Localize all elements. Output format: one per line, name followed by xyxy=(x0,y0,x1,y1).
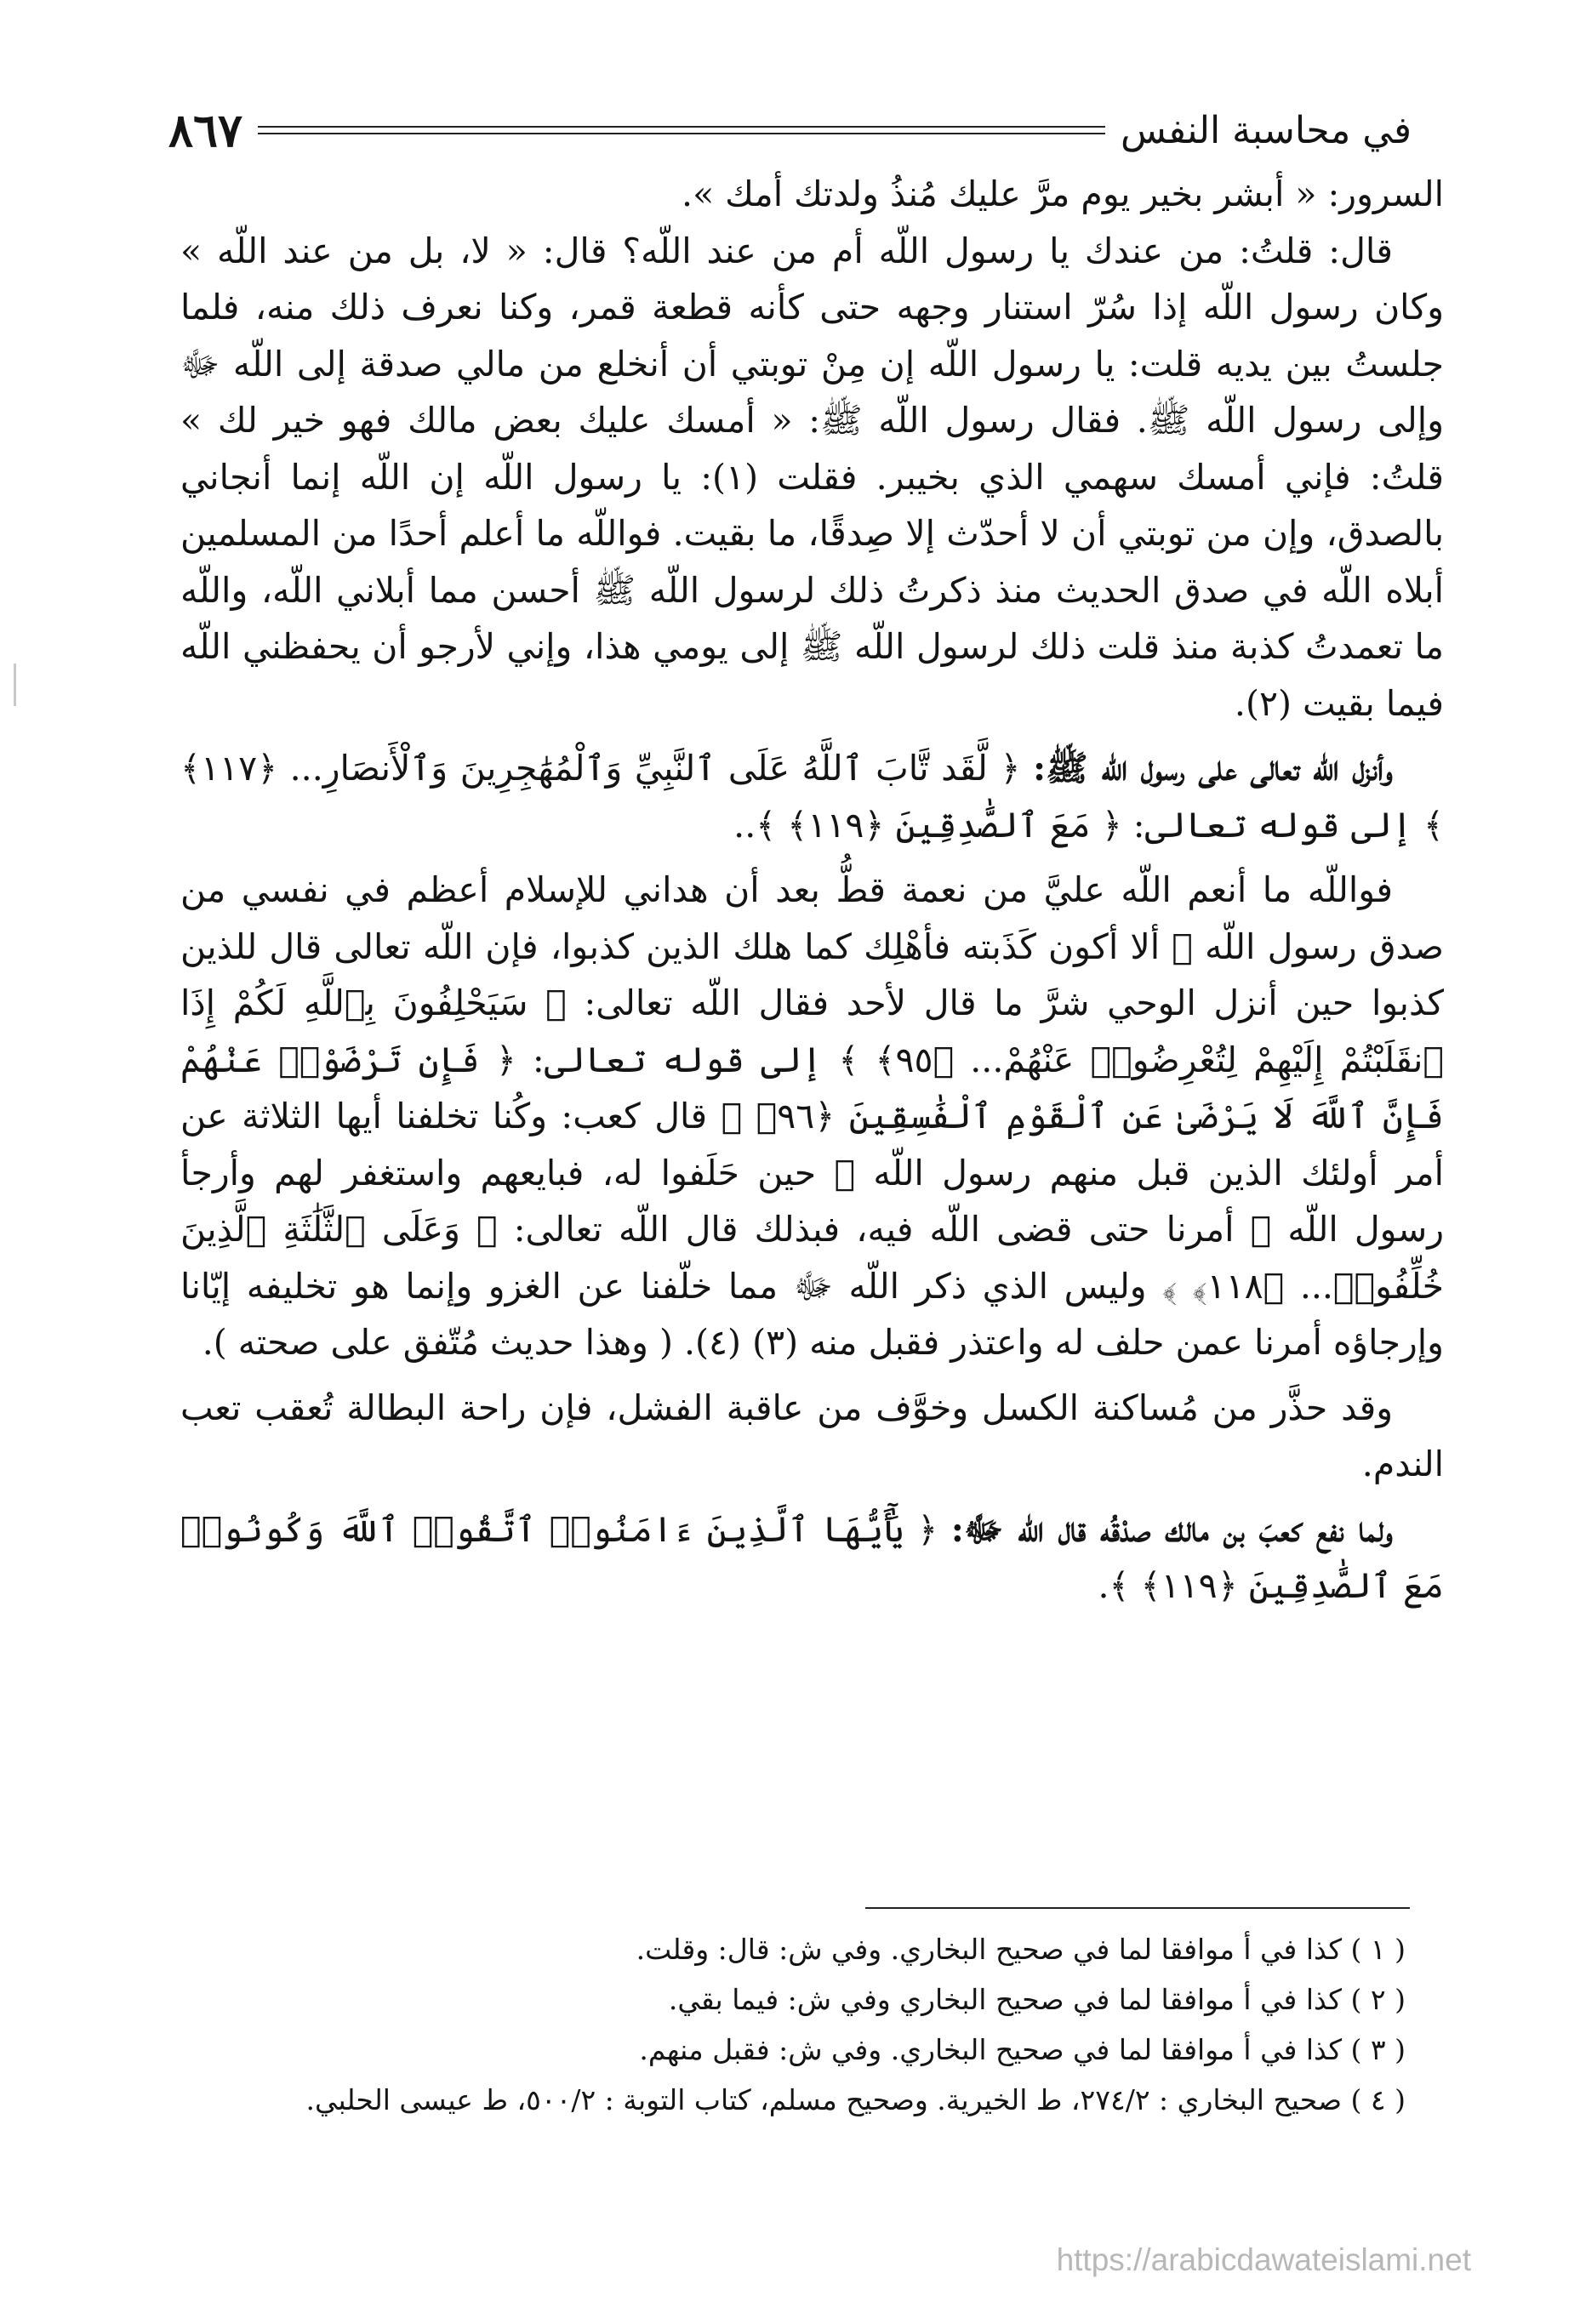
footnotes xyxy=(204,1924,1406,2125)
running-title: في محاسبة النفس xyxy=(1120,108,1412,152)
footnote: ( ٢ ) كذا في أ موافقا لما في صحيح البخاري وفي ش: فيما بقي. xyxy=(668,1983,1406,2016)
page-number: ٨٦٧ xyxy=(168,103,243,157)
footnote-separator xyxy=(865,1907,1410,1909)
header-rule xyxy=(258,126,1105,134)
paragraph-revelation xyxy=(180,740,1444,853)
paragraph-opening: السرور: « أبشر بخير يوم مرَّ عليك مُنذُ ولدتك أمك ». xyxy=(682,174,1444,214)
bold-lead: وأنزل اللّه تعالى على رسول اللّه ﷺ: xyxy=(1032,748,1394,789)
quran-quote: ﴿ لَّقَد تَّابَ ٱللَّهُ عَلَى ٱلنَّبِيِّ وَٱلْمُهَٰجِرِينَ وَٱلْأَنصَارِ... ﴿١١٧﴾ ﴾ إلى قوله تعالى: ﴿ مَعَ ٱلصَّٰدِقِينَ ﴿١١٩﴾ ﴾.. xyxy=(180,748,1444,846)
main-text xyxy=(180,166,1444,1615)
paragraph-blessing: فواللّه ما أنعم اللّه عليَّ من نعمة قطُّ بعد أن هداني للإسلام أعظم في نفسي من صدق رسول اللّه ﷺ ألا أكون كَذَبته فأهْلِك كما هلك الذين كذبوا، فإن اللّه تعالى قال للذين كذبوا حين أنزل الوحي شرَّ ما قال لأحد فقال اللّه تعالى: ﴿ سَيَحْلِفُونَ بِٱللَّهِ لَكُمْ إِذَا ٱنقَلَبْتُمْ إِلَيْهِمْ لِتُعْرِضُوا۟ عَنْهُمْ... ﴿٩٥﴾ ﴾ إلى قوله تعالى: ﴿ فَإِن تَرْضَوْا۟ عَنْهُمْ فَإِنَّ ٱللَّهَ لَا يَرْضَىٰ عَنِ ٱلْقَوْمِ ٱلْفَٰسِقِينَ ﴿٩٦﴾ ﴾ قال كعب: وكُنا تخلفنا أيها الثلاثة عن أمر أولئك الذين قبل منهم رسول اللّه ﷺ حين حَلَفوا له، فبايعهم واستغفر لهم وأرجأ رسول اللّه ﷺ أمرنا حتى قضى اللّه فيه، فبذلك قال اللّه تعالى: ﴿ وَعَلَى ٱلثَّلَٰثَةِ ٱلَّذِينَ خُلِّفُوا۟... ﴿١١٨﴾ ﴾ وليس الذي ذكر اللّه ﷻ مما خلّفنا عن الغزو وإنما هو تخليفه إيّانا وإرجاؤه أمرنا عمن حلف له واعتذر فقبل منه (٣) (٤). ( وهذا حديث مُتّفق على صحته ). xyxy=(180,869,1444,1363)
paragraph-ka'b-story: قال: قلتُ: من عندك يا رسول اللّه أم من عند اللّه؟ قال: « لا، بل من عند اللّه » وكان رسول اللّه إذا سُرّ استنار وجهه حتى كأنه قطعة قمر، وكنا نعرف ذلك منه، فلما جلستُ بين يديه قلت: يا رسول اللّه إن مِنْ توبتي أن أنخلع من مالي صدقة إلى اللّه ﷻ وإلى رسول اللّه ﷺ. فقال رسول اللّه ﷺ: « أمسك عليك بعض مالك فهو خير لك » قلتُ: فإني أمسك سهمي الذي بخيبر. فقلت (١): يا رسول اللّه إن اللّه إنما أنجاني بالصدق، وإن من توبتي أن لا أحدّث إلا صِدقًا، ما بقيت. فواللّه ما أعلم أحدًا من المسلمين أبلاه اللّه في صدق الحديث منذ ذكرتُ ذلك لرسول اللّه ﷺ أحسن مما أبلاني اللّه، واللّه ما تعمدتُ كذبة منذ قلت ذلك لرسول اللّه ﷺ إلى يومي هذا، وإني لأرجو أن يحفظني اللّه فيما بقيت (٢). xyxy=(180,230,1444,724)
footnote: ( ١ ) كذا في أ موافقا لما في صحيح البخاري. وفي ش: قال: وقلت. xyxy=(636,1933,1406,1966)
footnote: ( ٤ ) صحيح البخاري : ٢٧٤/٢، ط الخيرية. وصحيح مسلم، كتاب التوبة : ٥٠٠/٢، ط عيسى الحلبي. xyxy=(305,2083,1406,2116)
scan-edge-mark xyxy=(14,664,16,706)
page-header xyxy=(168,100,1412,160)
quran-quote: ﴿ يَٰٓأَيُّهَا ٱلَّذِينَ ءَامَنُوا۟ ٱتَّقُوا۟ ٱللَّهَ وَكُونُوا۟ مَعَ ٱلصَّٰدِقِينَ ﴿١١٩﴾ ﴾. xyxy=(180,1508,1444,1606)
paragraph-warning: وقد حذَّر من مُساكنة الكسل وخوَّف من عاقبة الفشل، فإن راحة البطالة تُعقب تعب الندم. xyxy=(180,1387,1444,1484)
bold-lead: ولما نفع كعبَ بن مالك صدْقُه قال اللّه ﷻ: xyxy=(950,1508,1393,1550)
paragraph-closing xyxy=(180,1501,1444,1615)
watermark-url: https://arabicdawateislami.net xyxy=(1056,2242,1471,2277)
footnote: ( ٣ ) كذا في أ موافقا لما في صحيح البخاري. وفي ش: فقبل منهم. xyxy=(639,2033,1406,2066)
